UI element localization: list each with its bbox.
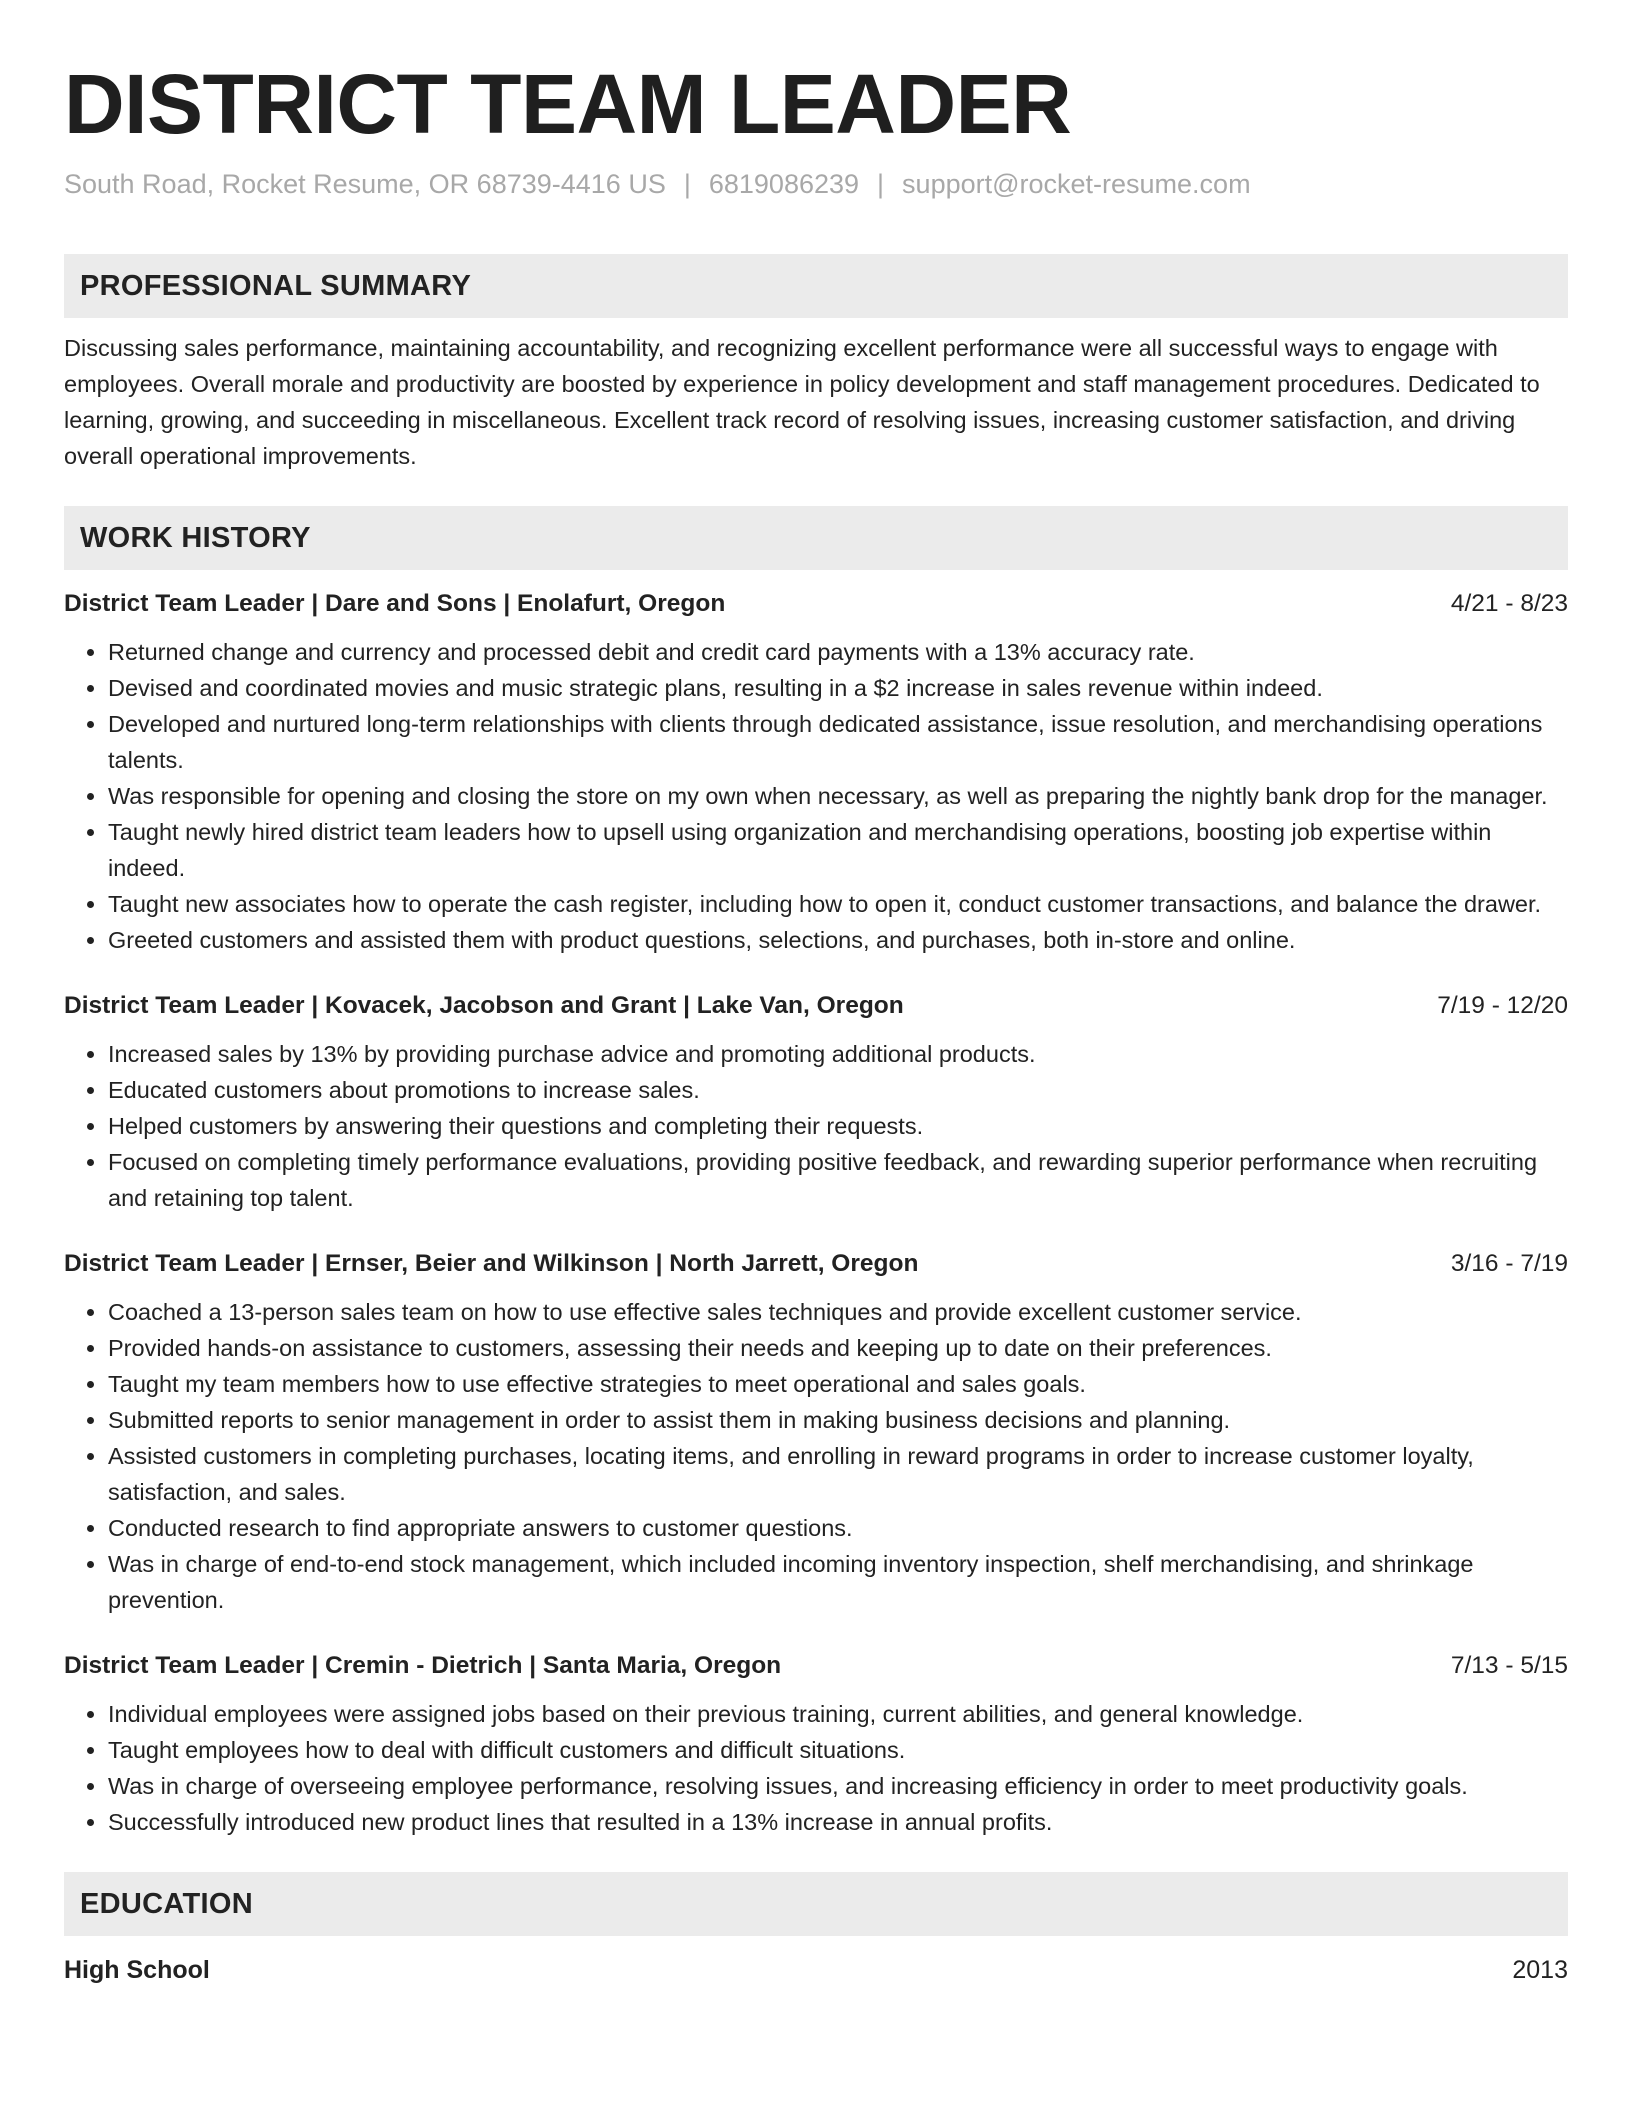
job-bullet: • Helped customers by answering their questions and completing their requests. <box>108 1108 1568 1144</box>
education-school: High School <box>64 1956 210 1984</box>
job-bullet: • Developed and nurtured long-term relationships with clients through dedicated assistance, issue resolution, and merchandising operations talents. <box>108 706 1568 778</box>
work-history-list <box>64 586 1568 1840</box>
job-bullet: • Taught newly hired district team leaders how to upsell using organization and merchandising operations, boosting job expertise within indeed. <box>108 814 1568 886</box>
job-bullet: • Taught new associates how to operate the cash register, including how to open it, conduct customer transactions, and balance the drawer. <box>108 886 1568 922</box>
job-entry <box>64 1246 1568 1618</box>
job-header <box>64 586 1568 622</box>
education-heading: EDUCATION <box>64 1872 1568 1936</box>
job-header <box>64 1648 1568 1684</box>
work-history-heading: WORK HISTORY <box>64 506 1568 570</box>
job-entry <box>64 988 1568 1216</box>
job-bullet: • Was in charge of end-to-end stock management, which included incoming inventory inspection, shelf merchandising, and shrinkage prevention. <box>108 1546 1568 1618</box>
job-bullets <box>64 1036 1568 1216</box>
job-bullet: • Taught employees how to deal with difficult customers and difficult situations. <box>108 1732 1568 1768</box>
summary-text: Discussing sales performance, maintaining accountability, and recognizing excellent performance were all successful ways to engage with employees. Overall morale and productivity are boosted by experience in policy development and staff management procedures. Dedicated to learning, growing, and succeeding in miscellaneous. Excellent track record of resolving issues, increasing customer satisfaction, and driving overall operational improvements. <box>64 335 1540 469</box>
contact-phone: 6819086239 <box>708 169 860 199</box>
job-title: District Team Leader | Dare and Sons | Enolafurt, Oregon <box>64 590 726 617</box>
job-dates: 7/13 - 5/15 <box>1450 1652 1568 1679</box>
job-bullet: • Submitted reports to senior management in order to assist them in making business decisions and planning. <box>108 1402 1568 1438</box>
contact-line <box>64 164 1568 204</box>
job-bullets <box>64 1294 1568 1618</box>
education-year: 2013 <box>1512 1956 1568 1984</box>
job-bullets <box>64 1696 1568 1840</box>
contact-address: South Road, Rocket Resume, OR 68739-4416 US <box>64 169 666 199</box>
job-entry <box>64 1648 1568 1840</box>
job-title: District Team Leader | Cremin - Dietrich | Santa Maria, Oregon <box>64 1652 782 1679</box>
job-bullet: • Coached a 13-person sales team on how to use effective sales techniques and provide excellent customer service. <box>108 1294 1568 1330</box>
contact-email: support@rocket-resume.com <box>902 169 1251 199</box>
contact-separator: | <box>683 169 691 199</box>
job-bullet: • Increased sales by 13% by providing purchase advice and promoting additional products. <box>108 1036 1568 1072</box>
job-bullet: • Conducted research to find appropriate answers to customer questions. <box>108 1510 1568 1546</box>
summary-heading: PROFESSIONAL SUMMARY <box>64 254 1568 318</box>
job-bullet: • Was responsible for opening and closing the store on my own when necessary, as well as preparing the nightly bank drop for the manager. <box>108 778 1568 814</box>
job-dates: 7/19 - 12/20 <box>1437 992 1568 1019</box>
job-dates: 4/21 - 8/23 <box>1450 590 1568 617</box>
job-bullet: • Provided hands-on assistance to customers, assessing their needs and keeping up to date on their preferences. <box>108 1330 1568 1366</box>
job-bullet: • Taught my team members how to use effective strategies to meet operational and sales goals. <box>108 1366 1568 1402</box>
job-bullet: • Assisted customers in completing purchases, locating items, and enrolling in reward programs in order to increase customer loyalty, satisfaction, and sales. <box>108 1438 1568 1510</box>
job-dates: 3/16 - 7/19 <box>1450 1250 1568 1277</box>
job-bullet: • Was in charge of overseeing employee performance, resolving issues, and increasing efficiency in order to meet productivity goals. <box>108 1768 1568 1804</box>
job-bullet: • Educated customers about promotions to increase sales. <box>108 1072 1568 1108</box>
education-entry <box>64 1952 1568 1988</box>
job-bullet: • Devised and coordinated movies and music strategic plans, resulting in a $2 increase in sales revenue within indeed. <box>108 670 1568 706</box>
resume-title: DISTRICT TEAM LEADER <box>64 57 1072 151</box>
job-header <box>64 988 1568 1024</box>
job-header <box>64 1246 1568 1282</box>
job-title: District Team Leader | Kovacek, Jacobson and Grant | Lake Van, Oregon <box>64 992 904 1019</box>
job-title: District Team Leader | Ernser, Beier and Wilkinson | North Jarrett, Oregon <box>64 1250 919 1277</box>
resume-page <box>64 0 1568 1988</box>
job-bullet: • Returned change and currency and processed debit and credit card payments with a 13% accuracy rate. <box>108 634 1568 670</box>
job-bullets <box>64 634 1568 958</box>
job-bullet: • Focused on completing timely performance evaluations, providing positive feedback, and rewarding superior performance when recruiting and retaining top talent. <box>108 1144 1568 1216</box>
job-entry <box>64 586 1568 958</box>
job-bullet: • Greeted customers and assisted them with product questions, selections, and purchases, both in-store and online. <box>108 922 1568 958</box>
job-bullet: • Successfully introduced new product lines that resulted in a 13% increase in annual profits. <box>108 1804 1568 1840</box>
job-bullet: • Individual employees were assigned jobs based on their previous training, current abilities, and general knowledge. <box>108 1696 1568 1732</box>
contact-separator: | <box>877 169 885 199</box>
